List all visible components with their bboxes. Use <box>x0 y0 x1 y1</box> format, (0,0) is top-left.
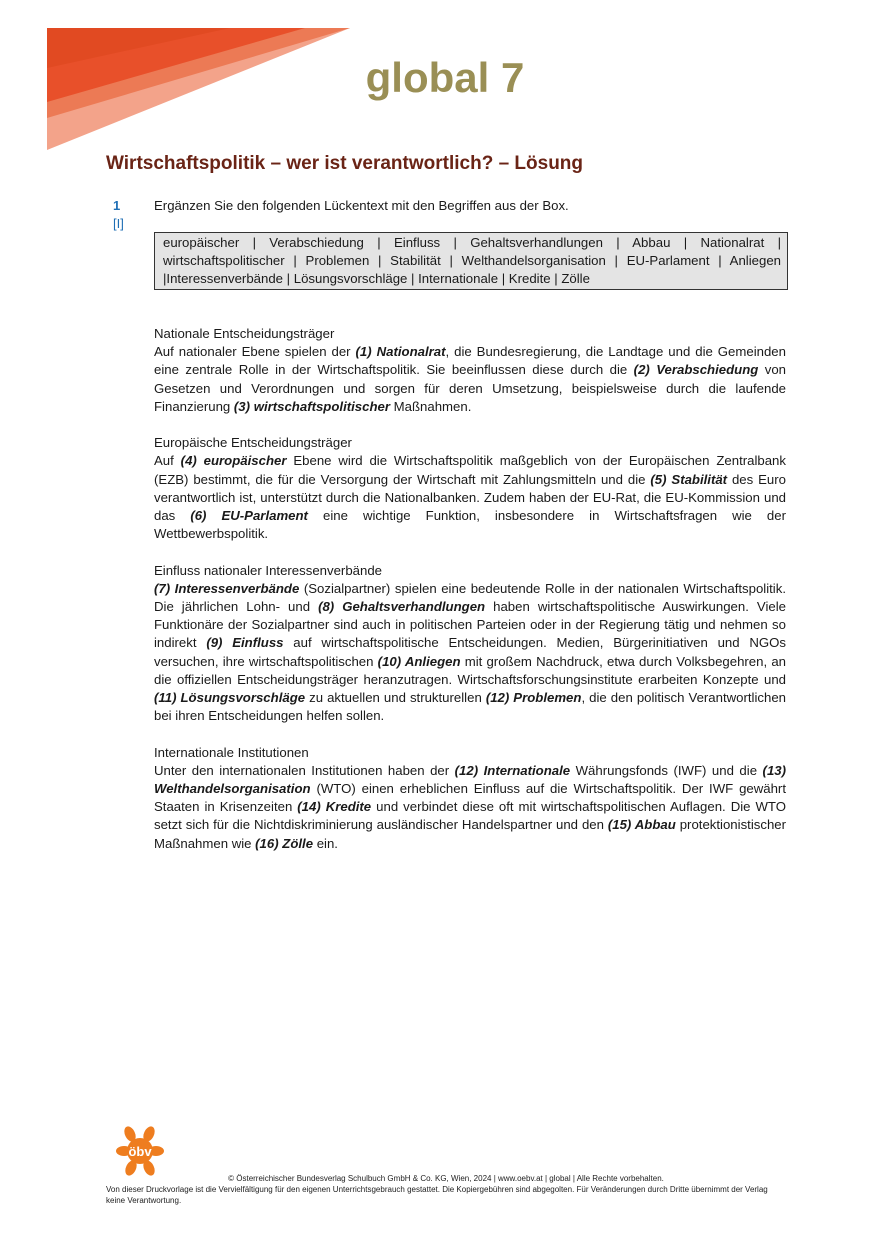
text-segment: Auf nationaler Ebene spielen der <box>154 344 356 360</box>
answer-term: (7) Interessenverbände <box>154 580 300 596</box>
answer-term: (12) Internationale <box>454 762 571 778</box>
page-title: Wirtschaftspolitik – wer ist verantwortlich? – Lösung <box>106 153 584 174</box>
answer-term: (16) Zölle <box>255 835 314 851</box>
section-paragraph <box>154 452 786 543</box>
answer-term: (13) Welthandelsorganisation <box>154 762 786 797</box>
text-segment: Auf <box>154 453 181 469</box>
text-segment: Ebene wird die Wirtschaftspolitik maßgeblich von der Europäischen Zentralbank (EZB) bestimmt, die für die Versorgung der Wirtschaft mit Zahlungsmitteln und die <box>154 453 786 487</box>
answer-term: (14) Kredite <box>297 799 372 815</box>
task-level: [I] <box>113 216 124 231</box>
footer-copyright: © Österreichischer Bundesverlag Schulbuch GmbH & Co. KG, Wien, 2024 | www.oebv.at | global | Alle Rechte vorbehalten. <box>228 1174 664 1183</box>
text-segment: Währungsfonds (IWF) und die <box>570 762 763 778</box>
answer-term: (2) Verabschiedung <box>633 362 759 378</box>
answer-term: (3) wirtschaftspolitischer <box>233 398 390 414</box>
section-paragraph <box>154 580 786 726</box>
text-segment: und verbindet diese oft mit wirtschaftspolitischen Auflagen. Die WTO setzt sich für die Nichtdiskriminierung ausländischer Handelspartner und den <box>154 799 786 833</box>
text-segment: haben wirtschaftspolitische Auswirkungen. Viele Funktionäre der Sozialpartner sind auch in politischen Parteien oder in der Regierung tätig und nehmen so indirekt <box>154 599 786 651</box>
section-title: Nationale Entscheidungsträger <box>154 326 335 341</box>
section-paragraph <box>154 762 786 853</box>
text-segment: zu aktuellen und strukturellen <box>305 690 486 706</box>
text-segment: , die den politisch Verantwortlichen bei ihren Entscheidungen helfen sollen. <box>154 690 786 724</box>
oebv-logo-icon <box>115 1125 165 1177</box>
cloze-text <box>154 325 786 871</box>
answer-term: (4) europäischer <box>180 453 287 469</box>
task-label <box>113 197 137 233</box>
answer-term: (10) Anliegen <box>377 653 461 669</box>
answer-term: (11) Lösungsvorschläge <box>154 690 306 706</box>
footer-notice: Von dieser Druckvorlage ist die Vervielfältigung für den eigenen Unterrichtsgebrauch gestattet. Die Kopiergebühren sind abgegolten. Für Veränderungen durch Dritte übernimmt der Verlag keine Verantwortung. <box>106 1185 768 1205</box>
text-segment: auf wirtschaftspolitische Entscheidungen. Medien, Bürgerinitiativen und NGOs versuchen, ihre wirtschaftspolitischen <box>154 635 786 669</box>
word-box: europäischer | Verabschiedung | Einfluss | Gehaltsverhandlungen | Abbau | Nationalrat | wirtschaftspolitischer | Problemen | Stabilität | Welthandelsorganisation | EU-Parlament | Anliegen |Interessenverbände | Lösungsvorschläge | Internationale | Kredite | Zölle <box>154 232 788 290</box>
text-segment: ein. <box>313 835 338 851</box>
task-number: 1 <box>113 198 121 213</box>
section-european <box>154 434 786 543</box>
answer-term: (1) Nationalrat <box>355 344 446 360</box>
answer-term: (12) Problemen <box>485 690 582 706</box>
section-title: Europäische Entscheidungsträger <box>154 435 352 451</box>
answer-term: (15) Abbau <box>607 817 676 833</box>
text-segment: mit großem Nachdruck, etwa durch Volksbegehren, an die offiziellen Entscheidungsträger heranzutragen. Wirtschaftsforschungsinstitute erarbeiten Konzepte und <box>154 653 786 687</box>
section-title: Internationale Institutionen <box>154 744 309 760</box>
text-segment: eine wichtige Funktion, insbesondere in Wirtschaftsfragen wie der Wettbewerbspolitik. <box>154 508 786 542</box>
logo-text: öbv <box>128 1144 152 1159</box>
text-segment: von Gesetzen und Verordnungen und sorgen für deren Umsetzung, beispielsweise durch die laufende Finanzierung <box>154 362 787 414</box>
answer-term: (6) EU-Parlament <box>190 508 308 524</box>
text-segment: (Sozialpartner) spielen eine bedeutende Rolle in der nationalen Wirtschaftspolitik. Die jährlichen Lohn- und <box>154 580 786 615</box>
section-national <box>154 325 786 416</box>
brand-title: global 7 <box>365 54 525 101</box>
text-segment: , die Bundesregierung, die Landtage und die Gemeinden eine zentrale Rolle in der Wirtschaftspolitik. Sie beeinflussen diese durch die <box>154 344 786 378</box>
section-interest-groups <box>154 562 786 726</box>
answer-term: (9) Einfluss <box>206 635 284 651</box>
section-title: Einfluss nationaler Interessenverbände <box>154 562 382 578</box>
answer-term: (5) Stabilität <box>650 471 728 487</box>
section-paragraph <box>154 343 786 416</box>
text-segment: protektionistischer Maßnahmen wie <box>154 817 786 851</box>
text-segment: Unter den internationalen Institutionen haben der <box>154 762 455 778</box>
task-instruction: Ergänzen Sie den folgenden Lückentext mit den Begriffen aus der Box. <box>154 198 569 213</box>
text-segment: des Euro verantwortlich ist, unterstützt durch die Nationalbanken. Zudem haben der EU-Rat, die EU-Kommission und das <box>154 471 786 524</box>
text-segment: Maßnahmen. <box>390 398 472 414</box>
footer <box>106 1173 786 1206</box>
text-segment: (WTO) einen erheblichen Einfluss auf die Wirtschaftspolitik. Der IWF gewährt Staaten in Krisenzeiten <box>154 781 786 815</box>
answer-term: (8) Gehaltsverhandlungen <box>318 599 486 615</box>
section-international <box>154 744 786 853</box>
